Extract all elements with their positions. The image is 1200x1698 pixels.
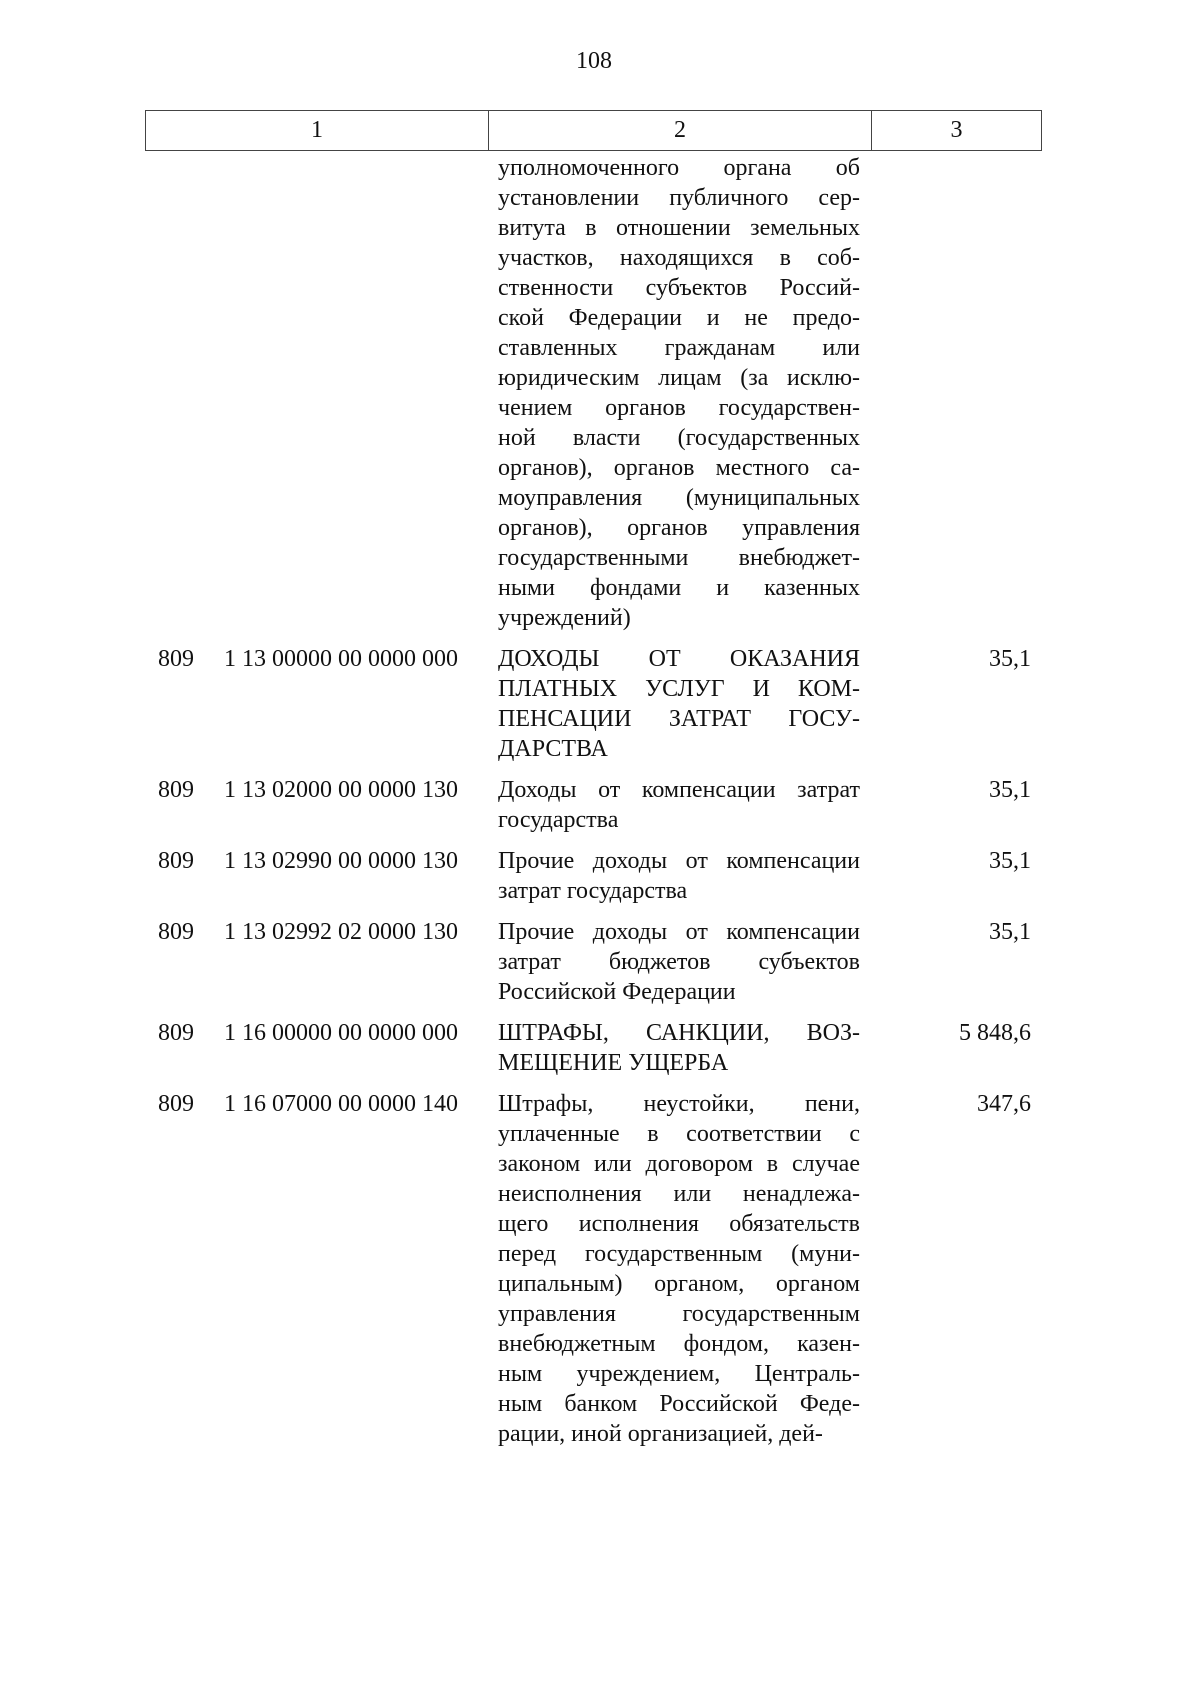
description-line: ШТРАФЫ, САНКЦИИ, ВОЗ-	[498, 1020, 860, 1046]
description-line: внебюджетным фондом, казен-	[498, 1331, 860, 1357]
description-line: Российской Федерации	[498, 979, 736, 1005]
description-line: государства	[498, 807, 619, 833]
description-line: законом или договором в случае	[498, 1151, 860, 1177]
budget-classification-code: 1 13 00000 00 0000 000	[224, 646, 458, 672]
budget-classification-code: 1 13 02000 00 0000 130	[224, 777, 458, 803]
admin-code: 809	[158, 919, 194, 945]
description-line: МЕЩЕНИЕ УЩЕРБА	[498, 1050, 729, 1076]
description-line: ставленных гражданам или	[498, 335, 860, 361]
description-line: ной власти (государственных	[498, 425, 860, 451]
description-line: затрат государства	[498, 878, 688, 904]
income-description	[498, 1018, 860, 1078]
description-line: ПЕНСАЦИИ ЗАТРАТ ГОСУ-	[498, 706, 860, 732]
description-line: ным банком Российской Феде-	[498, 1391, 860, 1417]
description-line: неисполнения или ненадлежа-	[498, 1181, 860, 1207]
description-line: ПЛАТНЫХ УСЛУГ И КОМ-	[498, 676, 860, 702]
budget-classification-code: 1 13 02992 02 0000 130	[224, 919, 458, 945]
admin-code: 809	[158, 1091, 194, 1117]
page-number: 108	[576, 48, 612, 74]
budget-classification-code: 1 16 00000 00 0000 000	[224, 1020, 458, 1046]
description-line: уплаченные в соответствии с	[498, 1121, 860, 1147]
income-description	[498, 846, 860, 906]
description-line: затрат бюджетов субъектов	[498, 949, 860, 975]
table-row	[0, 1018, 1200, 1089]
income-description	[498, 917, 860, 1007]
income-description	[498, 775, 860, 835]
description-line: управления государственным	[498, 1301, 860, 1327]
description-line: Доходы от компенсации затрат	[498, 777, 860, 803]
table-row	[0, 846, 1200, 917]
table-header	[145, 110, 1042, 151]
table-row	[0, 775, 1200, 846]
description-line: государственными внебюджет-	[498, 545, 860, 571]
description-line: ственности субъектов Россий-	[498, 275, 860, 301]
header-col-1: 1	[146, 111, 489, 150]
description-line: ципальным) органом, органом	[498, 1271, 860, 1297]
amount: 347,6	[977, 1091, 1031, 1117]
description-line: ным учреждением, Централь-	[498, 1361, 860, 1387]
amount: 35,1	[989, 919, 1031, 945]
income-description	[498, 644, 860, 764]
amount: 35,1	[989, 777, 1031, 803]
description-line: органов), органов управления	[498, 515, 860, 541]
description-line: Прочие доходы от компенсации	[498, 848, 860, 874]
description-line: ской Федерации и не предо-	[498, 305, 860, 331]
income-description	[498, 153, 860, 633]
amount: 35,1	[989, 646, 1031, 672]
description-line: Штрафы, неустойки, пени,	[498, 1091, 860, 1117]
description-line: уполномоченного органа об	[498, 155, 860, 181]
description-line: ДОХОДЫ ОТ ОКАЗАНИЯ	[498, 646, 860, 672]
table-row	[0, 1089, 1200, 1460]
amount: 5 848,6	[959, 1020, 1031, 1046]
budget-classification-code: 1 16 07000 00 0000 140	[224, 1091, 458, 1117]
table-row	[0, 644, 1200, 775]
table-row	[0, 917, 1200, 1018]
description-line: ДАРСТВА	[498, 736, 608, 762]
table-row	[0, 153, 1200, 644]
description-line: витута в отношении земельных	[498, 215, 860, 241]
description-line: юридическим лицам (за исклю-	[498, 365, 860, 391]
description-line: учреждений)	[498, 605, 631, 631]
description-line: установлении публичного сер-	[498, 185, 860, 211]
description-line: перед государственным (муни-	[498, 1241, 860, 1267]
description-line: участков, находящихся в соб-	[498, 245, 860, 271]
admin-code: 809	[158, 777, 194, 803]
header-col-3: 3	[950, 117, 963, 143]
admin-code: 809	[158, 848, 194, 874]
budget-classification-code: 1 13 02990 00 0000 130	[224, 848, 458, 874]
header-col-2: 2	[489, 111, 872, 150]
description-line: рации, иной организацией, дей-	[498, 1421, 823, 1447]
income-description	[498, 1089, 860, 1449]
description-line: органов), органов местного са-	[498, 455, 860, 481]
description-line: чением органов государствен-	[498, 395, 860, 421]
admin-code: 809	[158, 646, 194, 672]
description-line: моуправления (муниципальных	[498, 485, 860, 511]
table-body	[0, 153, 1200, 1460]
admin-code: 809	[158, 1020, 194, 1046]
description-line: Прочие доходы от компенсации	[498, 919, 860, 945]
description-line: ными фондами и казенных	[498, 575, 860, 601]
description-line: щего исполнения обязательств	[498, 1211, 860, 1237]
amount: 35,1	[989, 848, 1031, 874]
